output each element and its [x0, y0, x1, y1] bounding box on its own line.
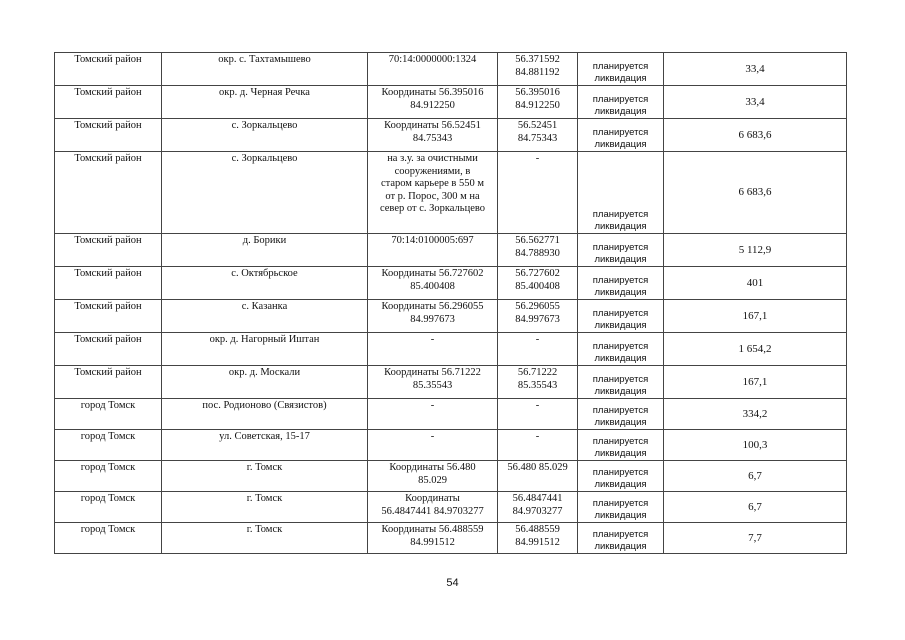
status-cell — [578, 234, 664, 267]
location-cell — [368, 461, 498, 492]
location-cell — [368, 492, 498, 523]
status-cell-line: ликвидация — [594, 139, 647, 150]
status-cell-line: планируется — [592, 405, 649, 416]
place-cell: с. Зоркальцево — [162, 152, 368, 234]
status-cell-line: ликвидация — [594, 353, 647, 364]
coords-cell — [498, 86, 578, 119]
status-cell-line: ликвидация — [594, 417, 647, 428]
coords-cell-line: 85.35543 — [517, 379, 558, 391]
place-cell: окр. д. Москали — [162, 366, 368, 399]
landfill-table — [54, 52, 847, 554]
location-cell-line: 56.4847441 84.9703277 — [381, 505, 484, 517]
location-cell-line: 84.991512 — [410, 536, 455, 548]
place-cell: окр. с. Тахтамышево — [162, 53, 368, 86]
location-cell-line: Координаты 56.296055 — [381, 301, 484, 312]
district-cell: Томский район — [55, 366, 162, 399]
coords-cell-line: - — [535, 153, 540, 164]
status-cell — [578, 523, 664, 554]
coords-cell — [498, 333, 578, 366]
coords-cell-line: 56.488559 — [515, 524, 560, 535]
table-row — [55, 300, 847, 333]
coords-cell — [498, 399, 578, 430]
table-row — [55, 86, 847, 119]
coords-cell-line: 56.71222 — [517, 367, 558, 378]
district-cell: Томский район — [55, 234, 162, 267]
district-cell: город Томск — [55, 399, 162, 430]
table-row — [55, 430, 847, 461]
district-cell: Томский район — [55, 333, 162, 366]
coords-cell — [498, 461, 578, 492]
coords-cell-line: 56.296055 — [515, 301, 560, 312]
coords-cell — [498, 492, 578, 523]
location-cell-line: Координаты 56.71222 — [384, 367, 481, 378]
coords-cell — [498, 300, 578, 333]
coords-cell — [498, 430, 578, 461]
coords-cell — [498, 152, 578, 234]
status-cell — [578, 366, 664, 399]
status-cell-line: ликвидация — [594, 386, 647, 397]
status-cell-line: планируется — [592, 529, 649, 540]
coords-cell — [498, 119, 578, 152]
location-cell — [368, 53, 498, 86]
location-cell-line: Координаты 56.52451 — [384, 120, 481, 131]
district-cell: Томский район — [55, 53, 162, 86]
location-cell-line: - — [430, 400, 435, 411]
status-cell — [578, 430, 664, 461]
status-cell-line: ликвидация — [594, 106, 647, 117]
area-cell: 1 654,2 — [664, 333, 847, 366]
status-cell-line: планируется — [592, 308, 649, 319]
coords-cell — [498, 234, 578, 267]
area-cell: 6 683,6 — [664, 152, 847, 234]
status-cell-line: планируется — [592, 242, 649, 253]
location-cell-line: 85.029 — [418, 474, 447, 486]
area-cell: 6 683,6 — [664, 119, 847, 152]
coords-cell-line: - — [535, 431, 540, 442]
location-cell — [368, 523, 498, 554]
status-cell — [578, 492, 664, 523]
status-cell-line: ликвидация — [594, 541, 647, 552]
location-cell — [368, 366, 498, 399]
coords-cell-line: 56.395016 — [515, 87, 560, 98]
status-cell-line: планируется — [592, 94, 649, 105]
status-cell-line: ликвидация — [594, 510, 647, 521]
coords-cell-line: 85.400408 — [515, 280, 560, 292]
district-cell: Томский район — [55, 267, 162, 300]
table-row — [55, 399, 847, 430]
status-cell — [578, 461, 664, 492]
status-cell-line: ликвидация — [594, 73, 647, 84]
location-cell-line: Координаты 56.480 — [389, 462, 476, 473]
area-cell: 401 — [664, 267, 847, 300]
table-row — [55, 267, 847, 300]
location-cell-line: - — [430, 334, 435, 345]
status-cell — [578, 300, 664, 333]
status-cell-line: ликвидация — [594, 221, 647, 232]
coords-cell — [498, 366, 578, 399]
location-cell-line: 70:14:0100005:697 — [391, 235, 474, 246]
coords-cell-line: 84.788930 — [515, 247, 560, 259]
place-cell: окр. д. Нагорный Иштан — [162, 333, 368, 366]
coords-cell-line: - — [535, 400, 540, 411]
coords-cell-line: 84.9703277 — [512, 505, 563, 517]
location-cell — [368, 234, 498, 267]
place-cell: ул. Советская, 15-17 — [162, 430, 368, 461]
location-cell-line: Координаты 56.488559 — [381, 524, 484, 535]
place-cell: с. Казанка — [162, 300, 368, 333]
location-cell-line: от р. Порос, 300 м на — [385, 190, 480, 202]
table-row — [55, 333, 847, 366]
district-cell: город Томск — [55, 492, 162, 523]
location-cell — [368, 119, 498, 152]
location-cell-line: 70:14:0000000:1324 — [388, 54, 477, 65]
coords-cell-line: - — [535, 334, 540, 345]
area-cell: 6,7 — [664, 461, 847, 492]
status-cell-line: планируется — [592, 467, 649, 478]
status-cell-line: ликвидация — [594, 254, 647, 265]
table-row — [55, 53, 847, 86]
coords-cell-line: 56.480 85.029 — [507, 462, 568, 473]
status-cell-line: планируется — [592, 436, 649, 447]
place-cell: г. Томск — [162, 461, 368, 492]
location-cell-line: 85.35543 — [412, 379, 453, 391]
district-cell: город Томск — [55, 430, 162, 461]
place-cell: с. Зоркальцево — [162, 119, 368, 152]
location-cell — [368, 333, 498, 366]
status-cell-line: ликвидация — [594, 320, 647, 331]
status-cell-line: планируется — [592, 209, 649, 220]
district-cell: город Томск — [55, 523, 162, 554]
table-row — [55, 492, 847, 523]
status-cell-line: планируется — [592, 127, 649, 138]
district-cell: город Томск — [55, 461, 162, 492]
status-cell-line: планируется — [592, 275, 649, 286]
location-cell-line: 84.997673 — [410, 313, 455, 325]
area-cell: 167,1 — [664, 300, 847, 333]
table-row — [55, 119, 847, 152]
status-cell — [578, 86, 664, 119]
location-cell — [368, 300, 498, 333]
status-cell — [578, 53, 664, 86]
location-cell — [368, 430, 498, 461]
status-cell — [578, 399, 664, 430]
location-cell — [368, 267, 498, 300]
status-cell-line: планируется — [592, 498, 649, 509]
district-cell: Томский район — [55, 86, 162, 119]
status-cell-line: ликвидация — [594, 287, 647, 298]
district-cell: Томский район — [55, 152, 162, 234]
location-cell — [368, 152, 498, 234]
coords-cell-line: 56.4847441 — [512, 493, 563, 504]
page-number: 54 — [446, 577, 459, 589]
location-cell-line: старом карьере в 550 м — [380, 178, 485, 189]
area-cell: 33,4 — [664, 53, 847, 86]
location-cell-line: Координаты — [405, 493, 460, 504]
coords-cell-line: 84.997673 — [515, 313, 560, 325]
place-cell: с. Октябрьское — [162, 267, 368, 300]
location-cell-line: сооружениями, в — [394, 165, 471, 177]
area-cell: 33,4 — [664, 86, 847, 119]
location-cell-line: север от с. Зоркальцево — [379, 203, 485, 214]
place-cell: д. Борики — [162, 234, 368, 267]
table-row — [55, 234, 847, 267]
table-row — [55, 461, 847, 492]
table-row — [55, 152, 847, 234]
status-cell — [578, 152, 664, 234]
coords-cell-line: 84.912250 — [515, 99, 560, 111]
status-cell — [578, 267, 664, 300]
area-cell: 6,7 — [664, 492, 847, 523]
area-cell: 7,7 — [664, 523, 847, 554]
area-cell: 100,3 — [664, 430, 847, 461]
location-cell — [368, 399, 498, 430]
coords-cell — [498, 53, 578, 86]
area-cell: 334,2 — [664, 399, 847, 430]
status-cell-line: ликвидация — [594, 479, 647, 490]
status-cell — [578, 333, 664, 366]
area-cell: 5 112,9 — [664, 234, 847, 267]
status-cell-line: планируется — [592, 374, 649, 385]
coords-cell-line: 84.881192 — [515, 66, 560, 78]
location-cell-line: 85.400408 — [410, 280, 455, 292]
place-cell: окр. д. Черная Речка — [162, 86, 368, 119]
coords-cell-line: 84.75343 — [517, 132, 558, 144]
coords-cell-line: 56.727602 — [515, 268, 560, 279]
location-cell-line: 84.912250 — [410, 99, 455, 111]
location-cell-line: Координаты 56.727602 — [381, 268, 484, 279]
coords-cell-line: 56.52451 — [517, 120, 558, 131]
table-row — [55, 523, 847, 554]
coords-cell-line: 84.991512 — [515, 536, 560, 548]
coords-cell-line: 56.371592 — [515, 54, 560, 65]
status-cell-line: планируется — [592, 341, 649, 352]
location-cell-line: - — [430, 431, 435, 442]
status-cell-line: ликвидация — [594, 448, 647, 459]
place-cell: г. Томск — [162, 492, 368, 523]
location-cell — [368, 86, 498, 119]
status-cell — [578, 119, 664, 152]
coords-cell-line: 56.562771 — [515, 235, 560, 246]
location-cell-line: Координаты 56.395016 — [381, 87, 484, 98]
district-cell: Томский район — [55, 300, 162, 333]
location-cell-line: на з.у. за очистными — [387, 153, 478, 164]
coords-cell — [498, 267, 578, 300]
location-cell-line: 84.75343 — [412, 132, 453, 144]
place-cell: г. Томск — [162, 523, 368, 554]
table-body — [55, 53, 847, 554]
area-cell: 167,1 — [664, 366, 847, 399]
coords-cell — [498, 523, 578, 554]
district-cell: Томский район — [55, 119, 162, 152]
place-cell: пос. Родионово (Связистов) — [162, 399, 368, 430]
status-cell-line: планируется — [592, 61, 649, 72]
table-row — [55, 366, 847, 399]
